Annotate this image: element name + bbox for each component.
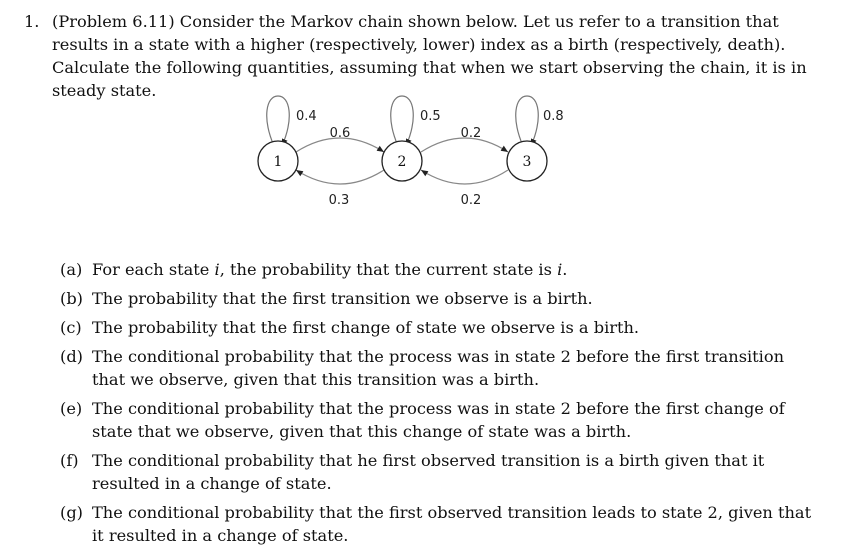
self-loop-1 [267, 96, 289, 146]
part-label: (a) [60, 260, 83, 279]
part-text [92, 258, 820, 281]
problem-parts [60, 258, 820, 553]
part-label: (g) [60, 503, 83, 522]
problem-statement [24, 10, 824, 102]
part-text-segment: . [562, 260, 568, 279]
self-loop-prob-2: 0.5 [420, 109, 441, 124]
state-label-2: 2 [397, 154, 407, 170]
part-g [60, 501, 820, 547]
backward-prob-3-2: 0.2 [460, 193, 482, 208]
part-f [60, 449, 820, 495]
part-e [60, 397, 820, 443]
problem-text: (Problem 6.11) Consider the Markov chain shown below. Let us refer to a transition that results in a state with a higher (respectively, lower) index as a birth (respectively, death). Calculate the following quantities, assuming that when we start observing the chain, it is in steady state. [52, 12, 807, 100]
arc-3-to-2 [421, 170, 508, 184]
part-text: The conditional probability that the first observed transition leads to state 2, given that it resulted in a change of state. [92, 503, 812, 545]
state-label-3: 3 [522, 154, 532, 170]
self-loop-prob-3: 0.8 [543, 109, 564, 124]
part-text-segment: For each state [92, 260, 215, 279]
part-b [60, 287, 820, 310]
part-text: The conditional probability that the process was in state 2 before the first transition that we observe, given that this transition was a birth. [92, 347, 785, 389]
problem-number: 1. [24, 12, 40, 31]
arc-2-to-1 [296, 170, 384, 184]
math-variable: i [557, 260, 563, 279]
part-a [60, 258, 820, 281]
part-label: (f) [60, 451, 79, 470]
part-text: The probability that the first change of state we observe is a birth. [92, 318, 640, 337]
forward-prob-2-3: 0.2 [460, 126, 482, 141]
self-loop-3 [516, 96, 538, 146]
part-text-segment: , the probability that the current state is [219, 260, 558, 279]
self-loop-prob-1: 0.4 [296, 109, 317, 124]
self-loop-2 [391, 96, 413, 146]
part-label: (b) [60, 289, 83, 308]
part-label: (d) [60, 347, 83, 366]
part-text: The conditional probability that he first observed transition is a birth given that it resulted in a change of state. [92, 451, 765, 493]
part-c [60, 316, 820, 339]
part-text: The probability that the first transition we observe is a birth. [92, 289, 593, 308]
math-variable: i [214, 260, 220, 279]
part-text: The conditional probability that the process was in state 2 before the first change of state that we observe, given that this change of state was a birth. [92, 399, 785, 441]
part-d [60, 345, 820, 391]
part-label: (c) [60, 318, 82, 337]
forward-prob-1-2: 0.6 [329, 126, 351, 141]
backward-prob-2-1: 0.3 [328, 193, 350, 208]
state-label-1: 1 [273, 154, 283, 170]
part-label: (e) [60, 399, 83, 418]
markov-chain-diagram [0, 90, 850, 220]
